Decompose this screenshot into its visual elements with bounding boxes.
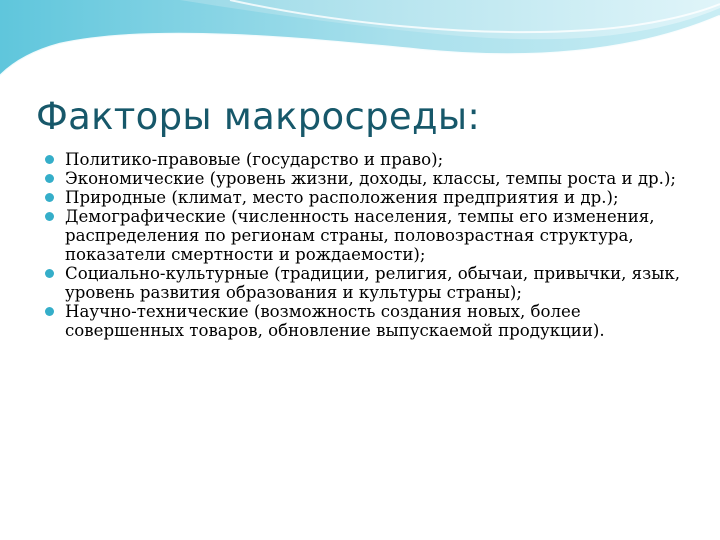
bullet-text: Политико-правовые (государство и право); [65,150,444,169]
bullet-dot-icon [45,193,54,202]
bullet-list [44,150,684,340]
bullet-text: Природные (климат, место расположения предприятия и др.); [65,188,619,207]
bullet-dot-icon [45,307,54,316]
bullet-dot-icon [45,212,54,221]
bullet-text: Экономические (уровень жизни, доходы, классы, темпы роста и др.); [65,169,677,188]
bullet-text: Социально-культурные (традиции, религия, обычаи, привычки, язык, уровень развития образования и культуры страны); [65,264,681,302]
bullet-item [44,150,684,169]
slide-title: Факторы макросреды: [36,95,481,138]
bullet-item [44,302,684,340]
bullet-text: Демографические (численность населения, темпы его изменения, распределения по регионам страны, половозрастная структура, показатели смертности и рождаемости); [65,207,655,264]
bullet-item [44,264,684,302]
bullet-item [44,169,684,188]
bullet-item [44,188,684,207]
bullet-dot-icon [45,269,54,278]
bullet-dot-icon [45,155,54,164]
bullet-text: Научно-технические (возможность создания новых, более совершенных товаров, обновление выпускаемой продукции). [65,302,605,340]
header-wave-decoration [0,0,720,100]
bullet-dot-icon [45,174,54,183]
bullet-item [44,207,684,264]
